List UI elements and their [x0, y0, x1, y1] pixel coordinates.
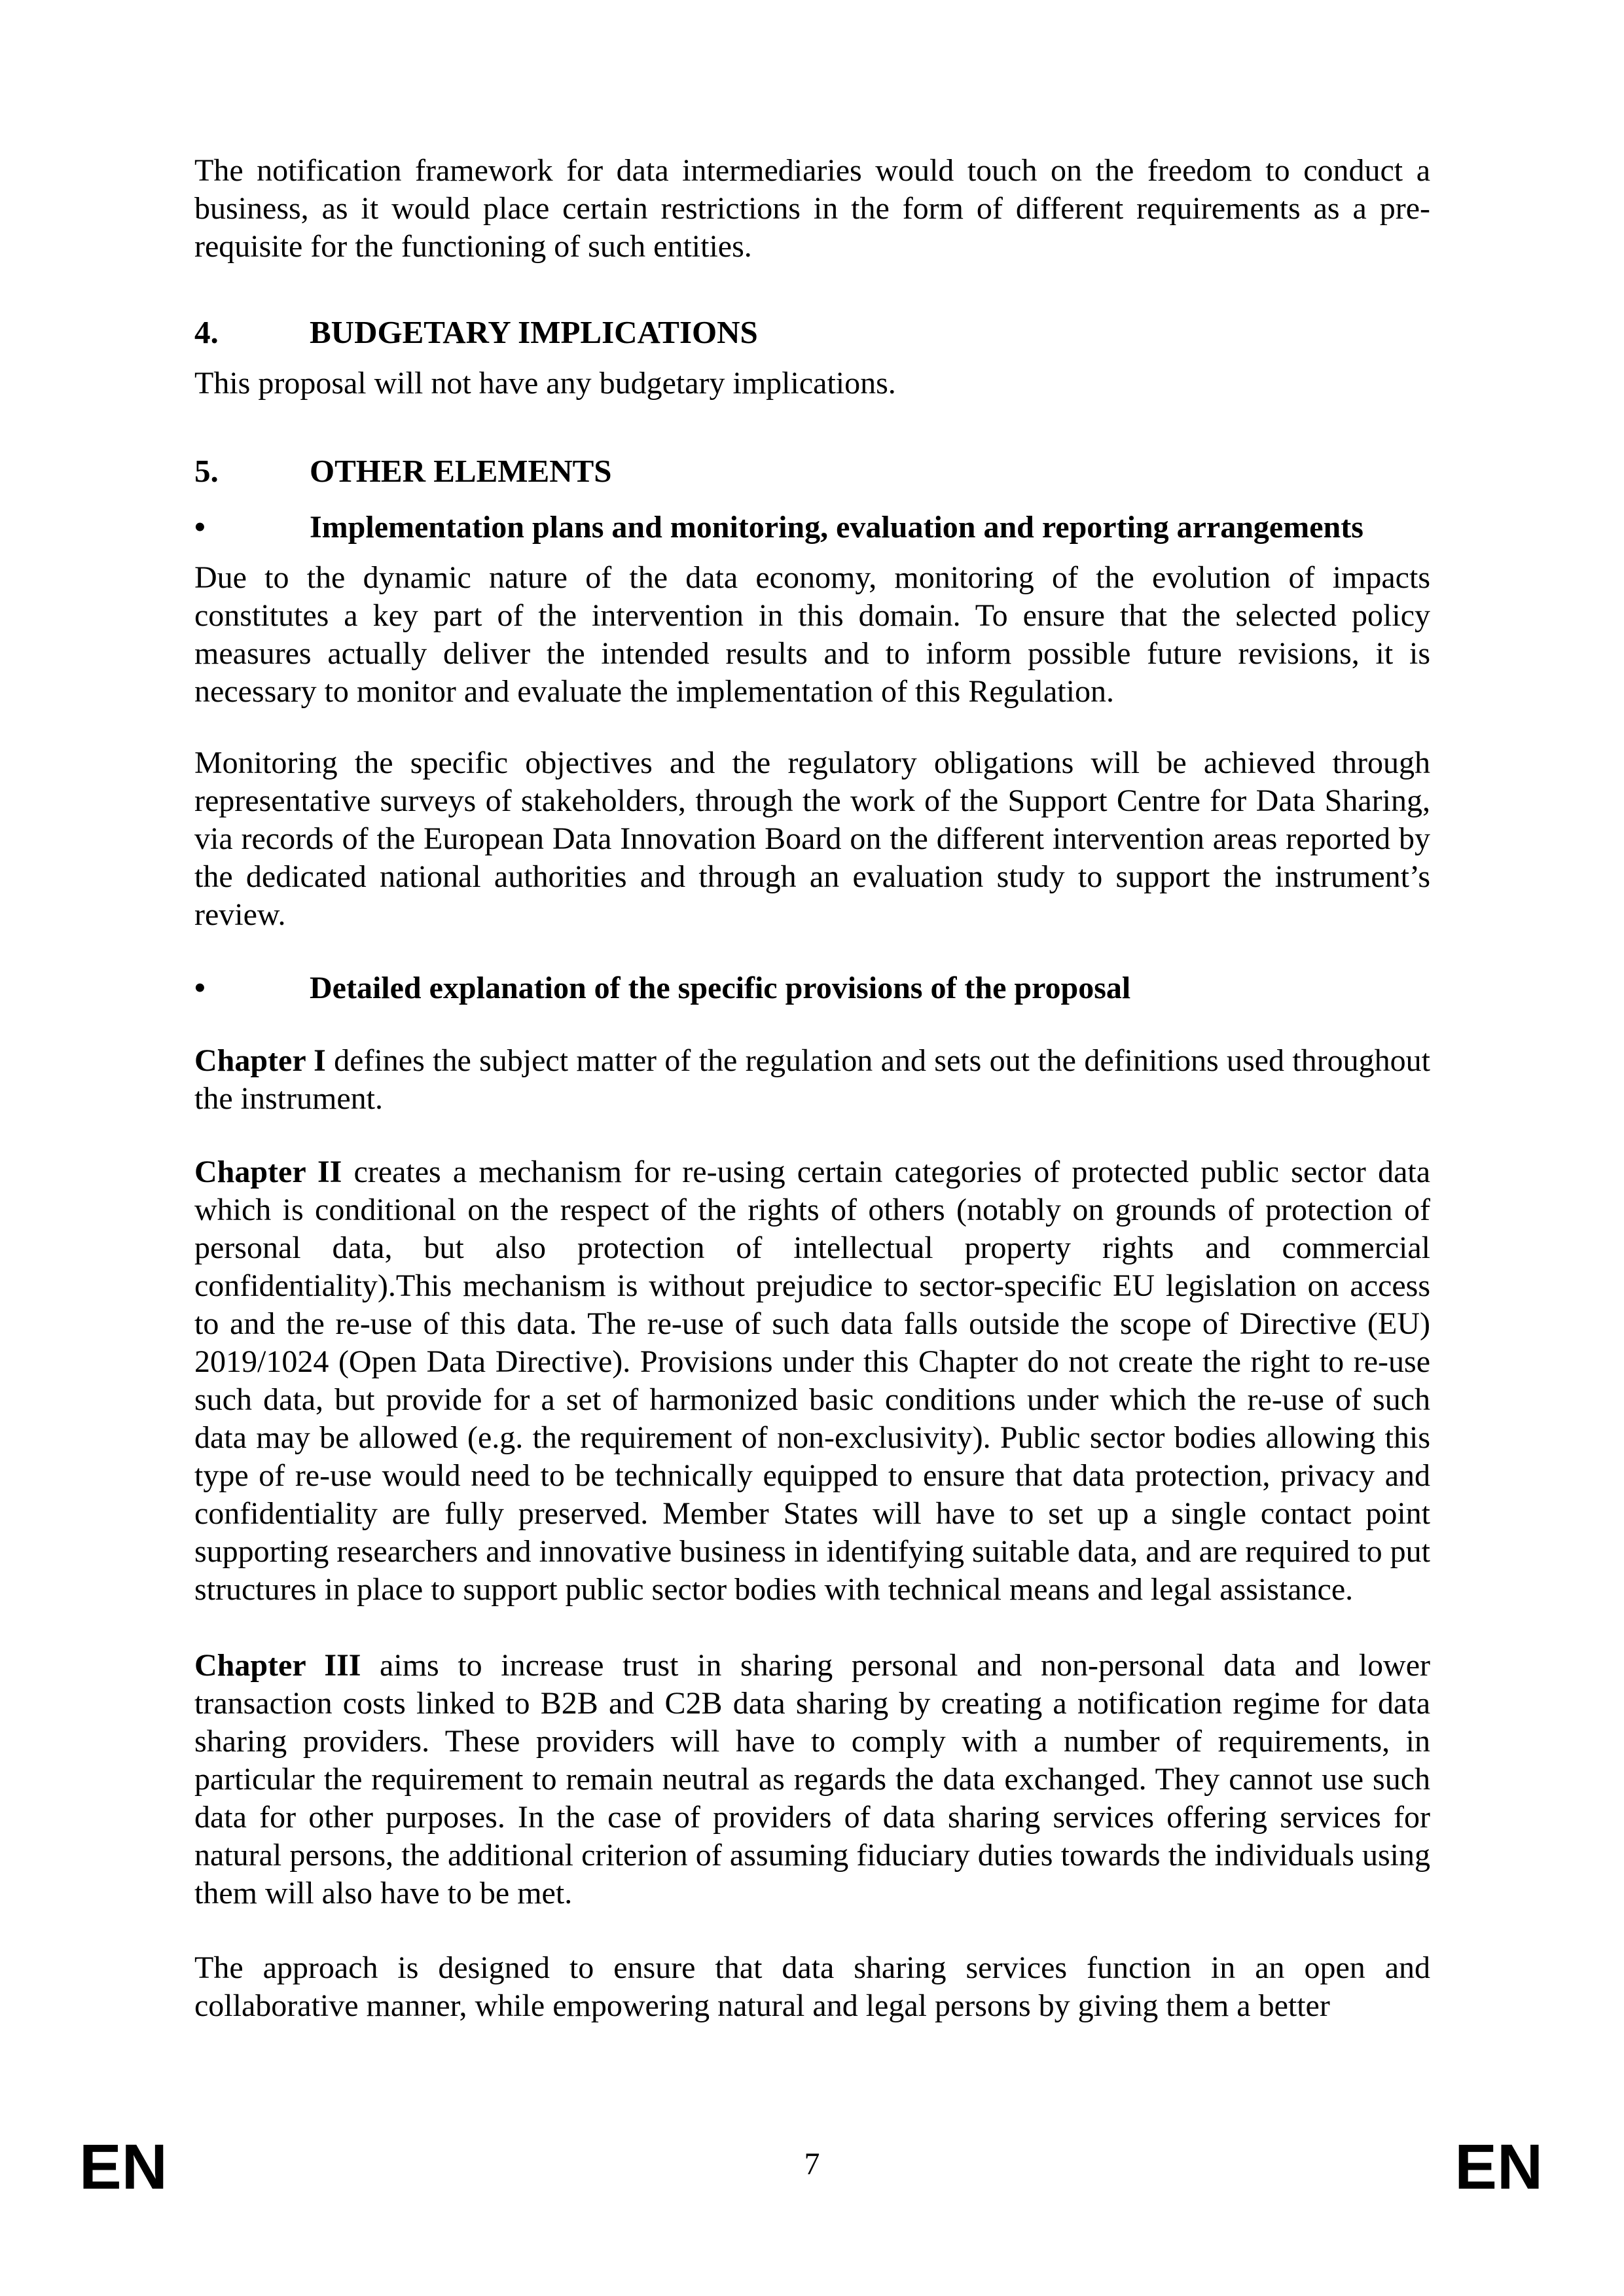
chapter-3-lead: Chapter III	[194, 1648, 361, 1683]
bullet-label: Implementation plans and monitoring, evaluation and reporting arrangements	[310, 510, 1363, 545]
page-number: 7	[804, 2147, 820, 2181]
section-title: BUDGETARY IMPLICATIONS	[310, 314, 758, 350]
page-content	[194, 0, 1430, 2025]
paragraph-approach: The approach is designed to ensure that data sharing services function in an open and collaborative manner, while empowering natural and legal persons by giving them a better	[194, 1950, 1430, 2023]
paragraph-notification-framework: The notification framework for data intermediaries would touch on the freedom to conduct a business, as it would place certain restrictions in the form of different requirements as a pre-requisite for the functioning of such entities.	[194, 153, 1430, 264]
paragraph-monitoring-objectives: Monitoring the specific objectives and the regulatory obligations will be achieved through representative surveys of stakeholders, through the work of the Support Centre for Data Sharing, via records of the European Data Innovation Board on the different intervention areas reported by the dedicated national authorities and through an evaluation study to support the instrument’s review.	[194, 745, 1430, 932]
section-title: OTHER ELEMENTS	[310, 453, 612, 489]
bullet-icon: •	[194, 971, 206, 1005]
section-number: 5.	[194, 453, 219, 489]
bullet-icon: •	[194, 510, 206, 545]
bullet-label: Detailed explanation of the specific provisions of the proposal	[310, 971, 1131, 1005]
bullet-detailed-explanation	[194, 969, 1430, 1007]
bullet-implementation-plans	[194, 509, 1430, 547]
chapter-3-text: aims to increase trust in sharing personal and non-personal data and lower transaction costs linked to B2B and C2B data sharing by creating a notification regime for data sharing providers. These providers will have to comply with a number of requirements, in particular the requirement to remain neutral as regards the data exchanged. They cannot use such data for other purposes. In the case of providers of data sharing services offering services for natural persons, the additional criterion of assuming fiduciary duties towards the individuals using them will also have to be met.	[194, 1648, 1430, 1910]
paragraph-chapter-1	[194, 1042, 1430, 1118]
section-number: 4.	[194, 314, 219, 350]
paragraph-chapter-3	[194, 1647, 1430, 1912]
footer-language-marker-right: EN	[1454, 2131, 1543, 2202]
chapter-2-lead: Chapter II	[194, 1155, 342, 1189]
chapter-1-lead: Chapter I	[194, 1043, 326, 1078]
paragraph-due-dynamic-nature: Due to the dynamic nature of the data economy, monitoring of the evolution of impacts constitutes a key part of the intervention in this domain. To ensure that the selected policy measures actually deliver the intended results and to inform possible future revisions, it is necessary to monitor and evaluate the implementation of this Regulation.	[194, 560, 1430, 709]
footer-language-marker-left: EN	[79, 2131, 168, 2202]
chapter-2-text: creates a mechanism for re-using certain categories of protected public sector data which is conditional on the respect of the rights of others (notably on grounds of protection of personal data, but also protection of intellectual property rights and commercial confidentiality).This mechanism is without prejudice to sector-specific EU legislation on access to and the re-use of this data. The re-use of such data falls outside the scope of Directive (EU) 2019/1024 (Open Data Directive). Provisions under this Chapter do not create the right to re-use such data, but provide for a set of harmonized basic conditions under which the re-use of such data may be allowed (e.g. the requirement of non-exclusivity). Public sector bodies allowing this type of re-use would need to be technically equipped to ensure that data protection, privacy and confidentiality are fully preserved. Member States will have to set up a single contact point supporting researchers and innovative business in identifying suitable data, and are required to put structures in place to support public sector bodies with technical means and legal assistance.	[194, 1155, 1431, 1607]
section-heading-other-elements	[194, 452, 1430, 490]
paragraph-chapter-2	[194, 1153, 1430, 1609]
section-heading-budgetary-implications	[194, 314, 1430, 351]
chapter-1-text: defines the subject matter of the regulation and sets out the definitions used throughout the instrument.	[194, 1043, 1430, 1116]
paragraph-budgetary: This proposal will not have any budgetary implications.	[194, 366, 896, 401]
